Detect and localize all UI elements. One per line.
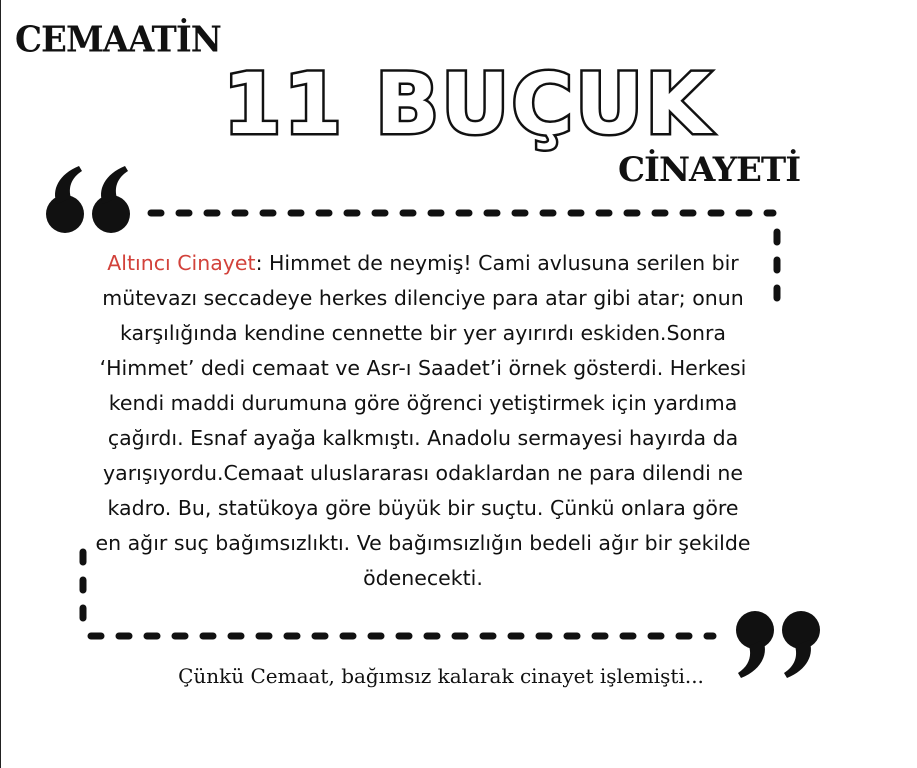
title-main: 11 BUÇUK — [223, 55, 713, 153]
quote-highlight: Altıncı Cinayet — [107, 251, 256, 275]
quote-body: : Himmet de neymiş! Cami avlusuna serilen bir mütevazı seccadeye herkes dilenciye para atar gibi atar; onun karşılığında kendine cennette bir yer ayırırdı eskiden.Sonra ‘Himmet’ dedi cemaat ve Asr-ı Saadet’i örnek gösterdi. Herkesi kendi maddi durumuna göre öğrenci yetiştirmek için yardıma çağırdı. Esnaf ayağa kalkmıştı. Anadolu sermayesi hayırda da yarışıyordu.Cemaat uluslararası odaklardan ne para dilendi ne kadro. Bu, statükoya göre büyük bir suçtu. Çünkü onlara göre en ağır suç bağımsızlıktı. Ve bağımsızlığın bedeli ağır bir şekilde ödenecekti. — [95, 251, 751, 590]
quote-text — [93, 246, 753, 596]
title-bottom: CİNAYETİ — [618, 150, 801, 190]
open-quote-icon — [46, 166, 130, 233]
title-top: CEMAATİN — [15, 19, 221, 61]
footer-caption: Çünkü Cemaat, bağımsız kalarak cinayet işlemişti... — [178, 664, 704, 688]
